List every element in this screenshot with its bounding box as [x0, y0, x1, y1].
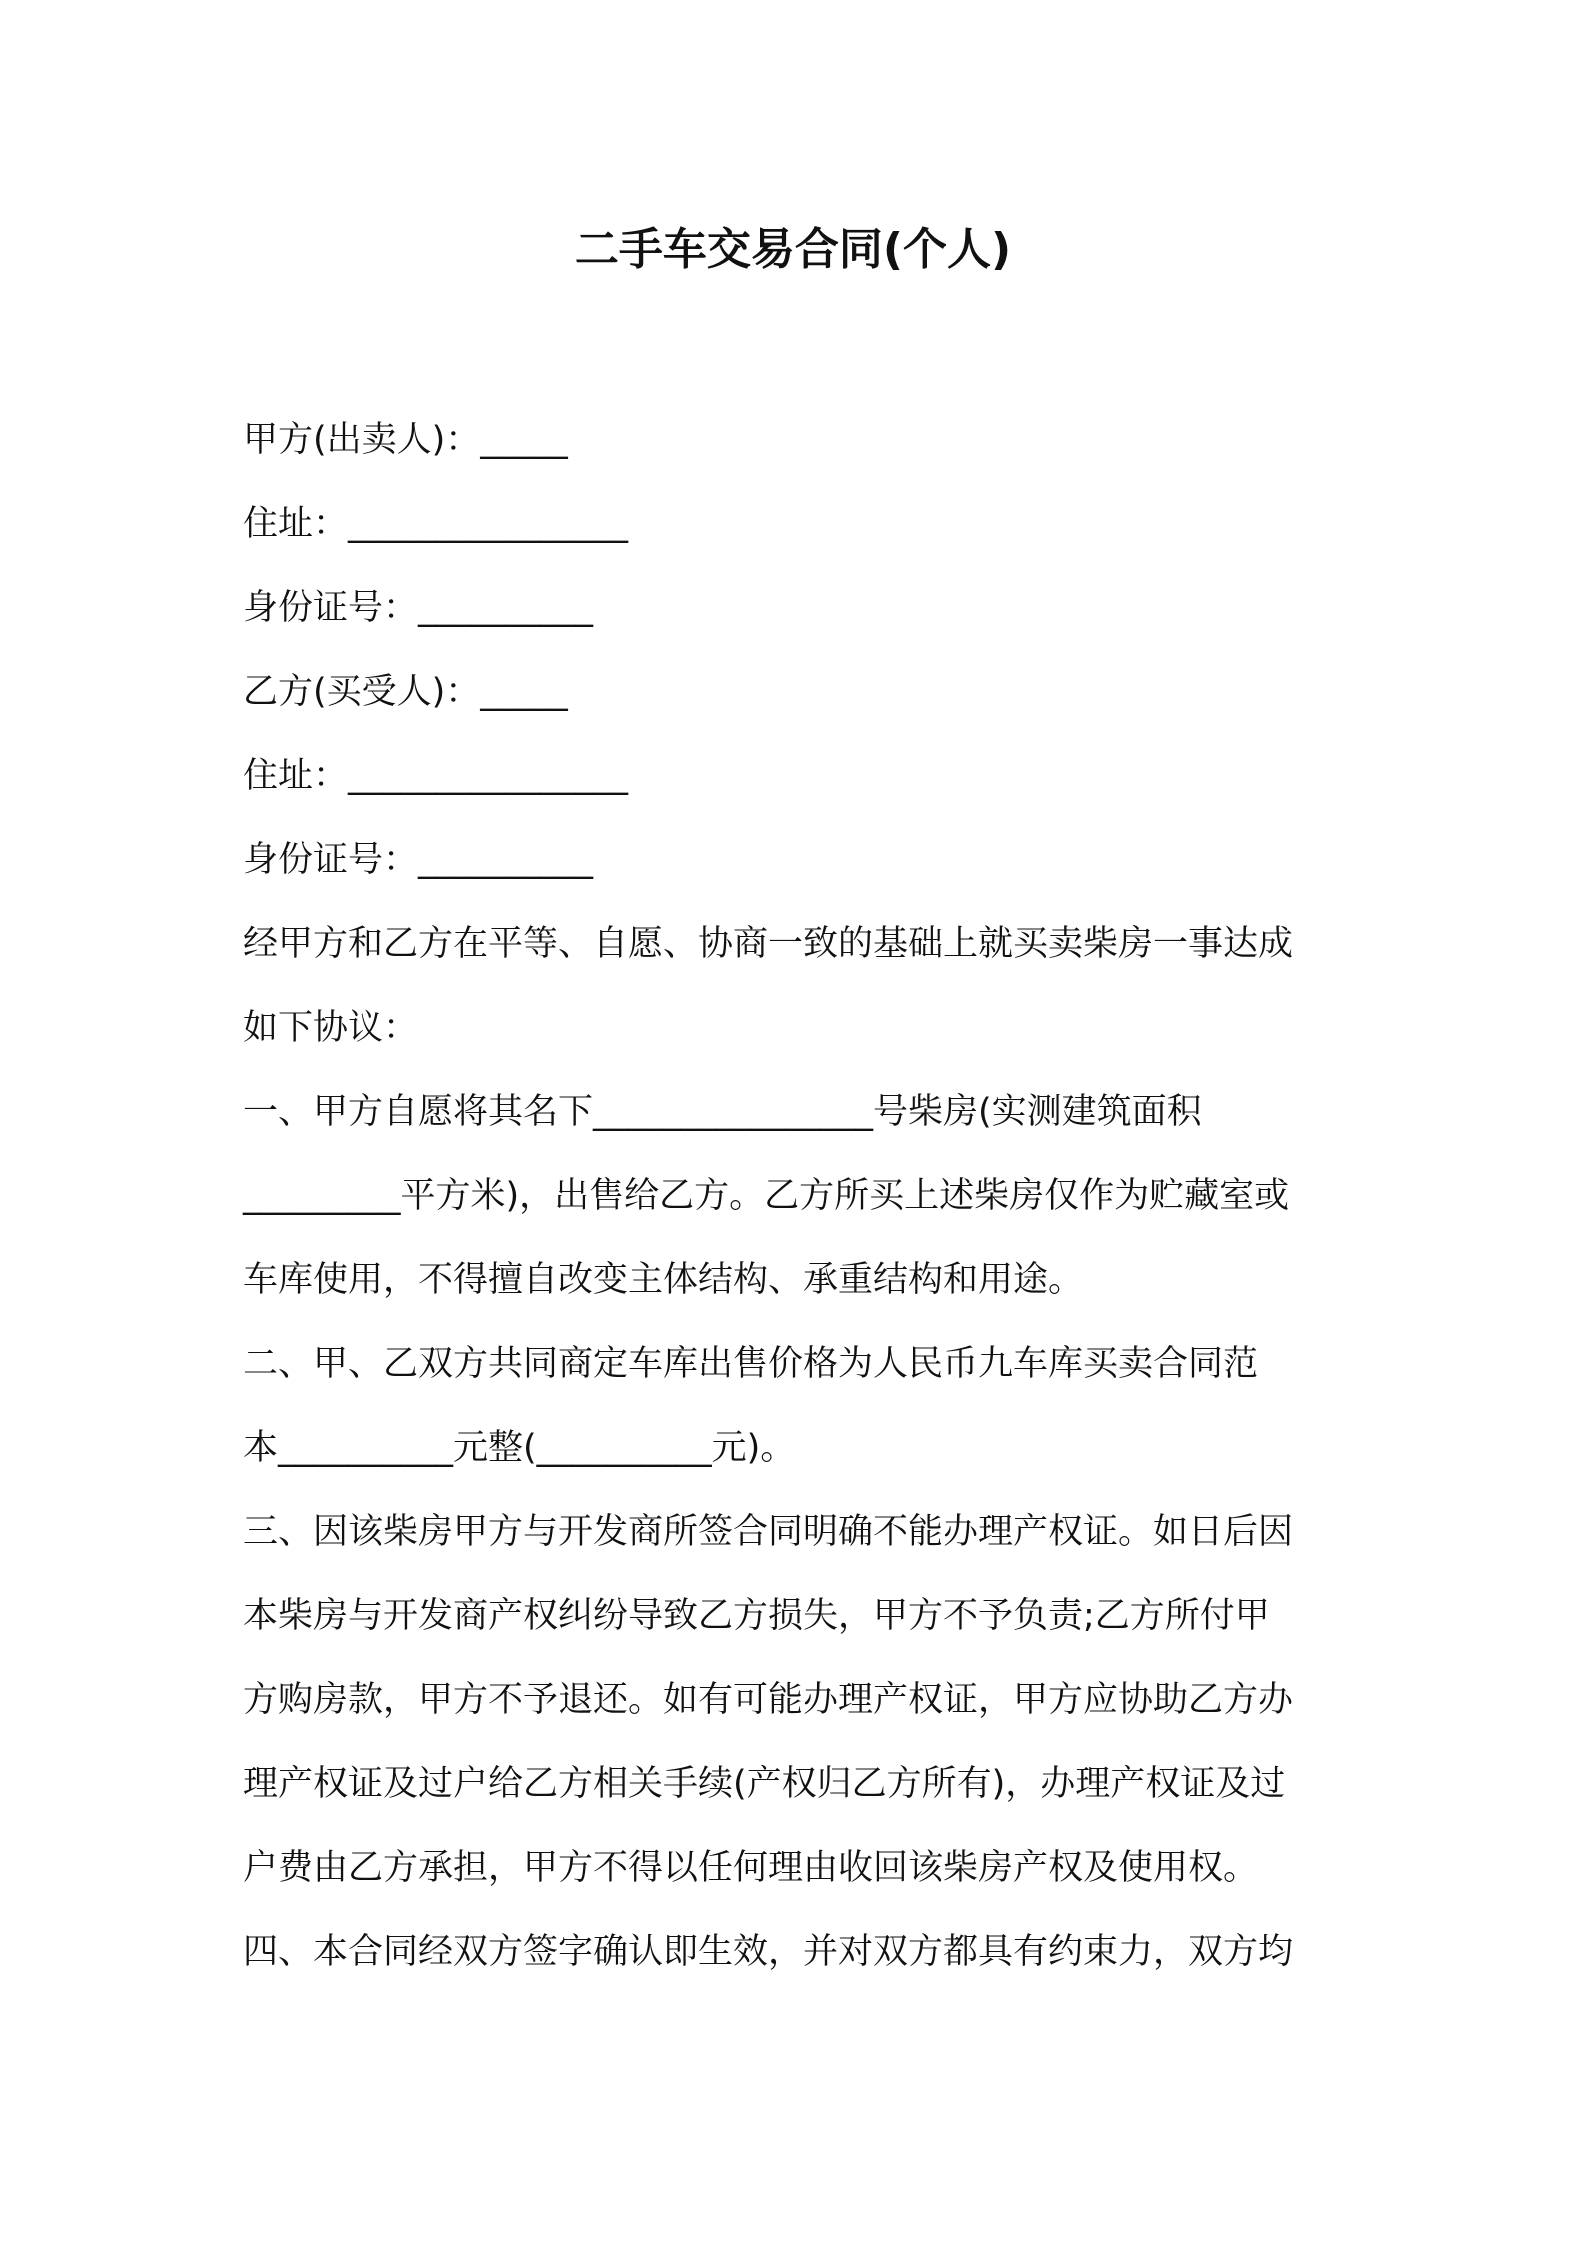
preamble-line-2: 如下协议：: [243, 1008, 419, 1048]
clause-3-line-5: 户费由乙方承担，甲方不得以任何理由收回该柴房产权及使用权。: [243, 1848, 1259, 1888]
party-b-address-line: 住址：________________: [243, 756, 629, 796]
clause-3-line-3: 方购房款，甲方不予退还。如有可能办理产权证，甲方应协助乙方办: [243, 1680, 1294, 1720]
clause-3-line-2: 本柴房与开发商产权纠纷导致乙方损失，甲方不予负责;乙方所付甲: [243, 1596, 1270, 1636]
clause-3-line-1: 三、因该柴房甲方与开发商所签合同明确不能办理产权证。如日后因: [243, 1512, 1294, 1552]
party-a-address-line: 住址：________________: [243, 504, 629, 544]
clause-1-line-3: 车库使用，不得擅自改变主体结构、承重结构和用途。: [243, 1260, 1084, 1300]
document-title: 二手车交易合同(个人): [574, 224, 1012, 275]
clause-4-line-1: 四、本合同经双方签字确认即生效，并对双方都具有约束力，双方均: [243, 1932, 1294, 1972]
clause-1-line-2: _________平方米)，出售给乙方。乙方所买上述柴房仅作为贮藏室或: [243, 1176, 1290, 1216]
clause-3-line-4: 理产权证及过户给乙方相关手续(产权归乙方所有)，办理产权证及过: [243, 1764, 1286, 1804]
party-a-seller-line: 甲方(出卖人)：_____: [243, 420, 568, 460]
clause-2-line-2: 本__________元整(__________元)。: [243, 1428, 796, 1468]
contract-body: [243, 398, 1358, 1994]
party-b-buyer-line: 乙方(买受人)：_____: [243, 672, 568, 712]
clause-1-line-1-text: 一、甲方自愿将其名下________________号柴房(实测建筑面积: [243, 1092, 1202, 1132]
party-a-id-line: 身份证号：__________: [243, 588, 594, 628]
preamble-line-1: 经甲方和乙方在平等、自愿、协商一致的基础上就买卖柴房一事达成: [243, 924, 1294, 964]
clause-1-line-1: [243, 1070, 1358, 1154]
party-b-id-line: 身份证号：__________: [243, 840, 594, 880]
clause-2-line-1: 二、甲、乙双方共同商定车库出售价格为人民币九车库买卖合同范: [243, 1344, 1259, 1384]
